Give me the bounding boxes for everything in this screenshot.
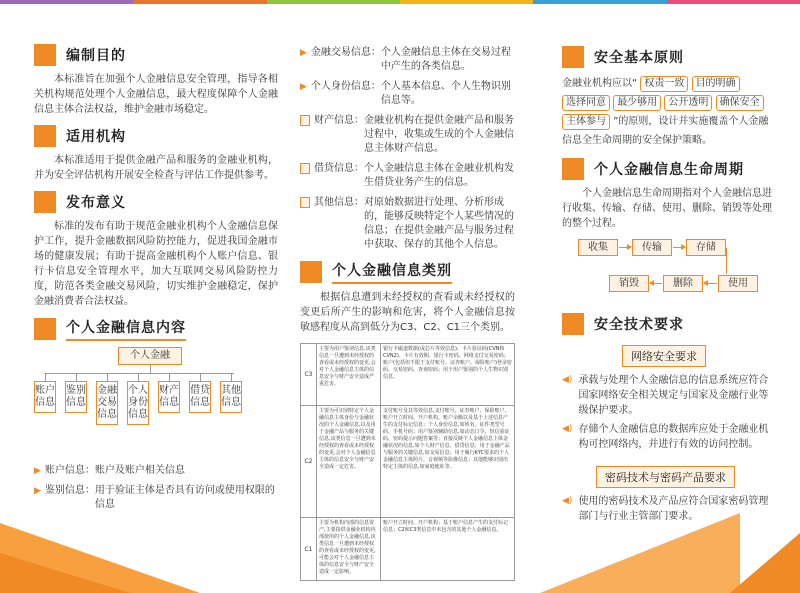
lifecycle-flow-diagram xyxy=(562,239,772,299)
triangle-bullet-icon: ▶ xyxy=(300,48,307,58)
principle-tag: 权责一致 xyxy=(640,76,688,92)
table-cell-level: C3 xyxy=(301,344,317,405)
definition-desc: 用于验证主体是否具有访问或使用权限的信息 xyxy=(94,485,275,510)
significance-text: 标准的发布有助于规范金融业机构个人金融信息保护工作，提升金融数据风险防控能力，促进我国金融市场的健康发展；有助于提高金融机构个人账户信息、银行卡信息安全管理水平，加大互联网交易风险防控力度，防范各类金融交易风险，切实维护金融稳定，保护金融消费者合法权益。 xyxy=(34,221,278,307)
section-significance-header xyxy=(34,191,278,213)
top-bar-segment xyxy=(133,0,266,4)
section-tech-header xyxy=(562,313,772,335)
section-square-icon xyxy=(34,318,56,340)
arrow-left-icon xyxy=(704,283,717,284)
table-cell-items: 支付账号及其等效信息,支付账号、证券账户、保险账户、账户开立时间、开户机构、账户余额以及基于上述信息产生的支付标记信息；个人身份信息,如姓名、证件类型号码、手机号码；用户鉴别辅助信息,如动态口令、短信验证码、密码提示问题答案等；直接反映个人金融信息主体金融状况的信息,如个人财产信息、借贷信息；用于金融产品与服务的关键信息,如交易信息；用于履行KYC要求的个人金融信息主体照片、音视频等影像信息；其他能够识别出特定主体的信息,如家庭地址等。 xyxy=(383,408,510,470)
network-subsection-title: 网络安全要求 xyxy=(622,345,706,367)
lifecycle-text: 个人金融信息生命周期指对个人金融信息进行收集、传输、存储、使用、删除、销毁等处理的整个过程。 xyxy=(562,188,772,229)
scope-text: 本标准适用于提供金融产品和服务的金融业机构，并为安全评估机构开展安全检查与评估工作提供参考。 xyxy=(34,155,278,181)
principle-text xyxy=(562,74,772,150)
column-middle xyxy=(300,46,515,581)
flow-step: 传输 xyxy=(632,239,672,256)
list-item xyxy=(562,494,772,524)
arrow-right-icon xyxy=(673,247,685,248)
triangle-bullet-icon: ▶ xyxy=(34,466,41,476)
top-bar-segment xyxy=(0,0,133,4)
definition-desc: 个人金融信息主体在金融业机构发生借贷业务产生的信息。 xyxy=(364,163,514,188)
section-content-header xyxy=(34,317,278,341)
section-square-icon xyxy=(562,46,584,68)
principle-tag: 公开透明 xyxy=(664,95,712,111)
document-icon xyxy=(300,163,310,174)
category-table xyxy=(300,343,515,581)
document-icon xyxy=(300,197,310,208)
table-cell-level: C1 xyxy=(301,518,317,580)
top-bar-segment xyxy=(267,0,400,4)
tree-leaf-node: 鉴别信息 xyxy=(65,381,87,413)
section-title: 发布意义 xyxy=(66,195,126,211)
section-lifecycle-header xyxy=(562,158,772,180)
principle-prefix: 金融业机构应以“ xyxy=(562,78,638,89)
section-category-header xyxy=(300,260,515,284)
section-title: 个人金融信息内容 xyxy=(66,317,186,341)
tree-connector xyxy=(44,373,234,374)
top-color-bar xyxy=(0,0,800,4)
section-purpose-header xyxy=(34,44,278,66)
table-cell-desc: 主要为机构内部的信息资产,主要指供金融业机构内部使用的个人金融信息,该类信息一旦遭到未经授权的查看或未经授权的变更,可能会对个人金融信息主体的信息安全与财产安全造成一定影响。 xyxy=(317,518,381,580)
principle-suffix: ”的原则，设计并实施覆盖个人金融信息全生命周期的安全保护策略。 xyxy=(562,116,769,146)
definition-term: 借贷信息： xyxy=(314,163,364,174)
section-title: 适用机构 xyxy=(66,129,126,145)
definition-item xyxy=(300,196,515,252)
top-bar-segment xyxy=(400,0,533,4)
principle-tag: 主体参与 xyxy=(562,114,610,130)
top-bar-segment xyxy=(667,0,800,4)
tree-leaf-node: 个人身份信息 xyxy=(127,381,149,425)
tree-leaf-node: 借贷信息 xyxy=(189,381,211,413)
speaker-icon: ◀) xyxy=(562,424,573,434)
definition-item xyxy=(300,46,515,74)
definition-term: 金融交易信息： xyxy=(310,47,381,58)
definition-desc: 个人基本信息、个人生物识别信息等。 xyxy=(380,81,511,106)
section-square-icon xyxy=(562,313,584,335)
definition-item xyxy=(300,162,515,190)
list-item xyxy=(562,422,772,452)
table-row xyxy=(301,344,514,406)
tree-leaf-node: 账户信息 xyxy=(34,381,56,413)
flow-step: 销毁 xyxy=(609,275,649,292)
crypto-subsection-title: 密码技术与密码产品要求 xyxy=(596,466,735,488)
definition-term: 其他信息： xyxy=(314,197,364,208)
section-title: 编制目的 xyxy=(66,48,126,64)
table-row xyxy=(301,518,514,580)
table-cell-items: 账户开立时间、开户机构；基于账户信息产生的支付标记信息；C2和C3类信息中未包含的其他个人金融信息。 xyxy=(383,520,509,533)
top-bar-segment xyxy=(533,0,666,4)
definition-desc: 对原始数据进行处理、分析形成的，能够反映特定个人某些情况的信息；在提供金融产品与服务过程中获取、保存的其他个人信息。 xyxy=(364,197,514,250)
decor-triangle-bottom-left-dark xyxy=(0,553,130,593)
section-title: 个人金融信息类别 xyxy=(332,260,452,284)
principle-tag: 最少够用 xyxy=(613,95,661,111)
principle-tag: 确保安全 xyxy=(716,95,764,111)
arrow-left-icon xyxy=(650,283,662,284)
flow-step: 使用 xyxy=(718,275,758,292)
category-text: 根据信息遭到未经授权的查看或未经授权的变更后所产生的影响和危害，将个人金融信息按敏感程度从高到低分为C3、C2、C1三个类别。 xyxy=(300,292,515,333)
tree-leaf-node: 金融交易信息 xyxy=(96,381,118,425)
speaker-icon: ◀) xyxy=(562,375,573,385)
table-cell-items: 银行卡磁道数据(或芯片等效信息)、卡片验证码(CVN和CVN2)、卡片有效期、银行卡密码、网络支付交易密码；账户(包括但不限于支付账号、证券账户、保险账户)登录密码、交易密码、查询密码；用于用户鉴别的个人生物识别信息。 xyxy=(383,346,512,380)
definition-desc: 账户及账户相关信息 xyxy=(94,465,185,476)
section-square-icon xyxy=(300,261,322,283)
definition-term: 个人身份信息： xyxy=(310,81,381,92)
triangle-bullet-icon: ▶ xyxy=(34,486,41,496)
definition-term: 鉴别信息： xyxy=(44,485,95,496)
section-square-icon xyxy=(562,158,584,180)
list-item-text: 承载与处理个人金融信息的信息系统应符合国家网络安全相关规定与国家及金融行业等级保护要求。 xyxy=(578,375,769,416)
definition-desc: 个人金融信息主体在交易过程中产生的各类信息。 xyxy=(380,47,511,72)
tree-leaf-node: 财产信息 xyxy=(158,381,180,413)
definition-term: 账户信息： xyxy=(44,465,95,476)
arrow-right-icon xyxy=(619,247,631,248)
content-tree-diagram xyxy=(34,347,278,462)
section-scope-header xyxy=(34,125,278,147)
section-title: 安全基本原则 xyxy=(594,50,684,66)
table-cell-level: C2 xyxy=(301,406,317,517)
section-principle-header xyxy=(562,46,772,68)
tree-leaf-node: 其他信息 xyxy=(220,381,242,413)
speaker-icon: ◀) xyxy=(562,496,573,506)
section-square-icon xyxy=(34,44,56,66)
decor-triangle-bottom-right xyxy=(730,533,800,593)
flow-connector xyxy=(726,248,727,274)
column-right xyxy=(562,46,772,528)
flow-step: 存储 xyxy=(686,239,726,256)
section-square-icon xyxy=(34,125,56,147)
table-cell-desc: 主要为用户鉴别信息,该类信息一旦遭到未经授权的查看或未经授权的变更,会对个人金融信息主体的信息安全与财产安全造成严重危害。 xyxy=(317,344,381,405)
purpose-text: 本标准旨在加强个人金融信息安全管理，指导各相关机构规范处理个人金融信息，最大程度保障个人金融信息主体合法权益，维护金融市场稳定。 xyxy=(34,74,278,115)
definition-desc: 金融业机构在提供金融产品和服务过程中，收集或生成的个人金融信息主体财产信息。 xyxy=(364,115,514,154)
definition-item xyxy=(300,114,515,156)
table-row xyxy=(301,406,514,518)
document-icon xyxy=(300,115,310,126)
list-item xyxy=(562,373,772,418)
principle-tag: 选择同意 xyxy=(562,95,610,111)
definition-item xyxy=(34,464,278,478)
flow-step: 删除 xyxy=(663,275,703,292)
tree-connector xyxy=(150,365,151,373)
definition-term: 财产信息： xyxy=(314,115,364,126)
flow-step: 收集 xyxy=(578,239,618,256)
definition-item xyxy=(300,80,515,108)
section-title: 安全技术要求 xyxy=(594,317,684,333)
definition-item xyxy=(34,484,278,512)
list-item-text: 使用的密码技术及产品应符合国家密码管理部门与行业主管部门要求。 xyxy=(578,496,769,522)
section-title: 个人金融信息生命周期 xyxy=(594,162,744,178)
tree-root-node: 个人金融 xyxy=(118,347,182,365)
principle-tag: 目的明确 xyxy=(692,76,740,92)
triangle-bullet-icon: ▶ xyxy=(300,82,307,92)
column-left xyxy=(34,44,278,518)
section-square-icon xyxy=(34,191,56,213)
table-cell-desc: 主要为可识别特定个人金融信息主体身份与金融状况的个人金融信息,以及用于金融产品与服务的关键信息,该类信息一旦遭到未经授权的查看或未经授权的变更,会对个人金融信息主体的信息安全与财产安全造成一定危害。 xyxy=(317,406,381,517)
list-item-text: 存储个人金融信息的数据库应处于金融业机构可控网络内，并进行有效的访问控制。 xyxy=(578,424,769,450)
